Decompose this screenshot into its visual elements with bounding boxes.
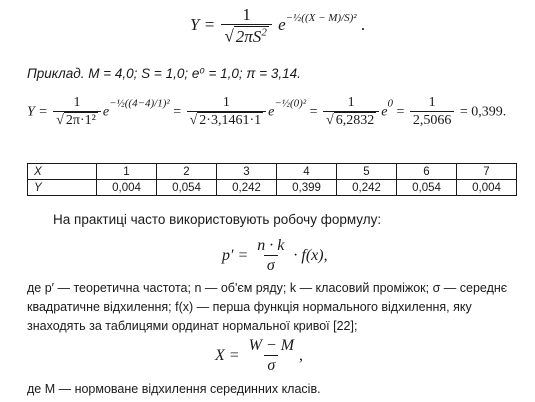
formula-normalized-deviation <box>215 338 303 374</box>
calc-term-4 <box>410 96 455 128</box>
formula-normal-density <box>190 6 365 46</box>
table-row-y <box>28 180 517 196</box>
table-cell: 7 <box>457 164 517 180</box>
term1-exp: −½((4−4)/1)² <box>109 97 170 110</box>
values-table-wrap <box>27 163 517 196</box>
freq-rhs: · f(x), <box>293 246 328 264</box>
definition-line: знаходять за таблицями ординат нормальної кривої [22]; <box>27 319 358 333</box>
denominator-power: 2 <box>261 25 267 38</box>
freq-lhs: p′ = <box>222 246 249 264</box>
eq-2: = <box>309 104 318 120</box>
exp-base: e <box>278 15 286 34</box>
freq-fraction <box>254 238 287 274</box>
paragraph-normalized-deviation: де M — нормоване відхилення серединних класів. <box>27 382 321 396</box>
table-cell: 1 <box>97 164 157 180</box>
term2-den-text: 2·3,1461·1 <box>199 112 262 128</box>
term2-den: √ 2·3,1461·1 <box>187 111 267 128</box>
example-params: M = 4,0; S = 1,0; e⁰ = 1,0; π = 3,14. <box>88 66 301 81</box>
term4-num: 1 <box>428 95 436 110</box>
calc-term-2 <box>187 96 267 128</box>
table-cell: 4 <box>277 164 337 180</box>
table-cell: 0,004 <box>457 180 517 196</box>
table-header-x: X <box>28 164 97 180</box>
term1-den-text: 2π·1² <box>65 112 96 128</box>
example-line <box>27 66 301 82</box>
table-cell: 5 <box>337 164 397 180</box>
fraction-numerator: 1 <box>242 5 251 24</box>
table-cell: 0,242 <box>337 180 397 196</box>
fraction-denominator: √ $2\pi S^2$ <box>221 24 271 46</box>
freq-den: σ <box>264 255 278 275</box>
term2-exp: −½(0)² <box>274 97 307 110</box>
eq-3: = <box>396 104 405 120</box>
exponent: −½((X − M)/S)² <box>285 12 357 24</box>
term3-exp: 0 <box>387 97 393 110</box>
term1-den: √ 2π·1² <box>53 111 101 128</box>
table-cell: 2 <box>157 164 217 180</box>
dev-lhs: X = <box>215 346 240 364</box>
example-label: Приклад. <box>27 66 85 81</box>
table-cell: 0,399 <box>277 180 337 196</box>
table-row-x <box>28 164 517 180</box>
table-cell: 0,054 <box>397 180 457 196</box>
definition-line: де p′ — теоретична частота; n — об'єм ряду; k — класовий проміжок; σ — середнє <box>27 281 508 295</box>
table-cell: 0,054 <box>157 180 217 196</box>
formula-lhs: Y = <box>190 15 216 34</box>
calc-lhs: Y = <box>27 104 48 120</box>
term3-den-text: 6,2832 <box>335 112 375 128</box>
calc-term-1 <box>53 96 101 128</box>
paragraph-working-formula: На практиці часто використовують робочу формулу: <box>53 212 382 227</box>
dev-den: σ <box>264 355 278 375</box>
table-cell: 6 <box>397 164 457 180</box>
formula-theoretical-frequency <box>222 238 328 274</box>
term2-num: 1 <box>222 95 230 110</box>
denominator-text: 2πS <box>235 26 262 46</box>
formula-fraction <box>221 6 271 46</box>
term3-num: 1 <box>347 95 355 110</box>
formula-end: . <box>360 15 366 34</box>
dev-end: , <box>299 346 304 364</box>
term3-den: √ 6,2832 <box>323 111 379 128</box>
formula-example-calc: Y = $\frac{1}{\text{√ 2π·1²}}$ $e^{-\frac{1}{2}((4-4)/1)^2}$ = $\frac{1}{√ 2\cdot 3,1461\cdot 1}$ $e^{-\frac{1}{2}(0)^2}$ = $\frac{1}{√ 6,2832}$ $e^0$ = $\frac{1}{2,5066}$ = 0,399. <box>27 95 507 128</box>
eq-1: = <box>173 104 182 120</box>
table-header-y: Y <box>28 180 97 196</box>
table-cell: 0,242 <box>217 180 277 196</box>
freq-num: n · k <box>257 237 285 254</box>
calc-result: = 0,399. <box>459 104 507 120</box>
term1-num: 1 <box>73 95 81 110</box>
definition-line: квадратичне відхилення; f(x) — перша функція нормального відхилення, яку <box>27 300 472 314</box>
term4-den: 2,5066 <box>410 111 455 128</box>
values-table <box>27 163 517 196</box>
paragraph-definitions <box>27 279 532 336</box>
table-cell: 0,004 <box>97 180 157 196</box>
dev-fraction <box>246 338 297 374</box>
dev-num: W − M <box>248 337 295 354</box>
calc-term-3 <box>323 96 379 128</box>
table-cell: 3 <box>217 164 277 180</box>
